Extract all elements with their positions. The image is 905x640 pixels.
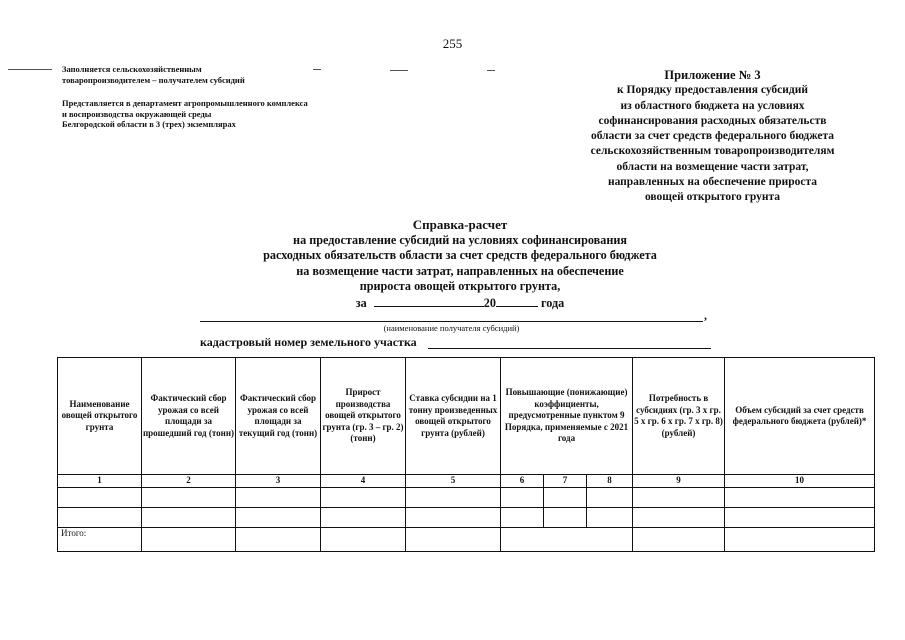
table-cell[interactable] [58, 488, 142, 508]
appendix-line: сельскохозяйственным товаропроизводителям [590, 145, 835, 158]
period-prefix: за [355, 295, 367, 310]
appendix-line: к Порядку предоставления субсидий [617, 84, 808, 97]
table-cell[interactable] [321, 508, 406, 528]
table-cell[interactable] [633, 488, 725, 508]
table-cell[interactable] [406, 488, 501, 508]
appendix-line: области на возмещение части затрат, [616, 160, 809, 173]
table-row [58, 508, 875, 528]
period-line [200, 295, 720, 312]
total-cell[interactable] [142, 528, 236, 552]
table-cell[interactable] [142, 488, 236, 508]
header-production-growth: Прирост производства овощей открытого грунта (гр. 3 – гр. 2) (тонн) [321, 358, 406, 475]
recipient-trailing-comma: , [704, 308, 707, 322]
header-harvest-current-year: Фактический сбор урожая со всей площади за текущий год (тонн) [236, 358, 321, 475]
table-cell[interactable] [544, 488, 587, 508]
page-number: 255 [442, 36, 463, 51]
period-suffix: года [541, 295, 565, 310]
scan-mark-4 [487, 70, 495, 71]
header-coefficients: Повышающие (понижающие) коэффициенты, предусмотренные пунктом 9 Порядка, применяемые с 2021 года [501, 358, 633, 475]
column-number: 2 [142, 475, 236, 488]
column-number: 4 [321, 475, 406, 488]
document-title-main: Справка-расчет [412, 217, 508, 232]
column-number: 9 [633, 475, 725, 488]
column-number: 8 [587, 475, 633, 488]
header-subsidy-need: Потребность в субсидиях (гр. 3 х гр. 5 х гр. 6 х гр. 7 х гр. 8) (рублей) [633, 358, 725, 475]
document-title-line: прироста овощей открытого грунта, [359, 279, 561, 293]
fill-instructions [62, 64, 392, 85]
column-number: 7 [544, 475, 587, 488]
document-title-line: на предоставление субсидий на условиях софинансирования [293, 232, 627, 247]
appendix-line: овощей открытого грунта [644, 191, 781, 204]
total-cell[interactable] [406, 528, 501, 552]
fill-instructions-line-2: товаропроизводителем – получателем субсидий [62, 74, 245, 85]
table-row [58, 488, 875, 508]
total-cell[interactable] [236, 528, 321, 552]
table-cell[interactable] [236, 508, 321, 528]
appendix-header [540, 68, 885, 206]
total-cell[interactable] [633, 528, 725, 552]
subsidy-calculation-table [57, 357, 875, 552]
submission-instructions [62, 98, 392, 130]
table-cell[interactable] [587, 488, 633, 508]
table-header-row [58, 358, 875, 475]
cadastral-number-field[interactable] [428, 348, 711, 349]
table-cell[interactable] [725, 508, 875, 528]
scan-mark-1 [8, 69, 52, 70]
column-number: 10 [725, 475, 875, 488]
total-cell[interactable] [321, 528, 406, 552]
table-cell[interactable] [142, 508, 236, 528]
table-cell[interactable] [321, 488, 406, 508]
scan-mark-3 [390, 70, 408, 71]
table-cell[interactable] [544, 508, 587, 528]
table-cell[interactable] [725, 488, 875, 508]
table-cell[interactable] [501, 508, 544, 528]
recipient-name-field[interactable] [200, 321, 703, 322]
fill-instructions-line-1: Заполняется сельскохозяйственным [62, 64, 202, 74]
period-year-field[interactable] [496, 295, 538, 307]
document-title-line: на возмещение части затрат, направленных на обеспечение [296, 263, 624, 278]
document-title [200, 217, 720, 311]
submission-line-2: и воспроизводства окружающей среды [62, 108, 212, 119]
total-label: Итого: [58, 528, 142, 552]
total-cell[interactable] [501, 528, 633, 552]
header-harvest-previous-year: Фактический сбор урожая со всей площади за прошедший год (тонн) [142, 358, 236, 475]
cadastral-label: кадастровый номер земельного участка [200, 335, 417, 349]
submission-line-1: Представляется в департамент агропромышленного комплекса [62, 98, 308, 108]
appendix-title: Приложение № 3 [664, 68, 761, 82]
total-cell[interactable] [725, 528, 875, 552]
header-vegetable-name: Наименование овощей открытого грунта [58, 358, 142, 475]
period-date-field[interactable] [374, 295, 484, 307]
column-number: 5 [406, 475, 501, 488]
document-title-line: расходных обязательств области за счет средств федерального бюджета [263, 248, 657, 262]
header-federal-subsidy-volume: Объем субсидий за счет средств федерального бюджета (рублей)* [725, 358, 875, 475]
appendix-line: области за счет средств федерального бюджета [590, 130, 835, 143]
column-number: 6 [501, 475, 544, 488]
table-cell[interactable] [633, 508, 725, 528]
appendix-line: из областного бюджета на условиях [620, 99, 805, 112]
total-row [58, 528, 875, 552]
recipient-caption: (наименование получателя субсидий) [383, 323, 520, 333]
period-year: 20 [483, 295, 496, 310]
table-cell[interactable] [587, 508, 633, 528]
table-cell[interactable] [406, 508, 501, 528]
column-number: 1 [58, 475, 142, 488]
table-cell[interactable] [501, 488, 544, 508]
appendix-line: софинансирования расходных обязательств [598, 114, 827, 127]
header-subsidy-rate: Ставка субсидии на 1 тонну произведенных овощей открытого грунта (рублей) [406, 358, 501, 475]
table-cell[interactable] [58, 508, 142, 528]
table-cell[interactable] [236, 488, 321, 508]
appendix-line: направленных на обеспечение прироста [607, 176, 818, 189]
column-number-row [58, 475, 875, 488]
column-number: 3 [236, 475, 321, 488]
submission-line-3: Белгородской области в 3 (трех) экземплярах [62, 119, 236, 129]
